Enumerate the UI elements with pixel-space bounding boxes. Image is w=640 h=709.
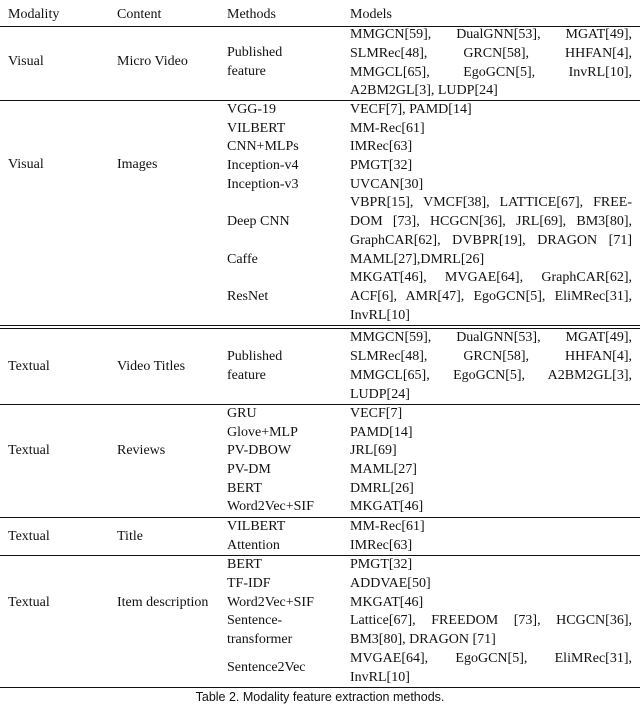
method-cell: feature xyxy=(227,368,266,383)
model-line: VBPR[15], VMCF[38], LATTICE[67], FREE- xyxy=(350,195,632,210)
method-cell: TF-IDF xyxy=(227,576,271,591)
model-line: Lattice[67], FREEDOM [73], HCGCN[36], xyxy=(350,613,632,628)
method-cell: Published xyxy=(227,349,283,364)
method-cell: BERT xyxy=(227,481,262,496)
content-cell: Video Titles xyxy=(117,359,186,374)
modality-cell: Textual xyxy=(8,595,50,610)
method-cell: Deep CNN xyxy=(227,214,290,229)
method-cell: Sentence2Vec xyxy=(227,660,306,675)
model-line: ACF[6], AMR[47], EgoGCN[5], EliMRec[31], xyxy=(350,289,632,304)
method-cell: Published xyxy=(227,45,283,60)
model-line: MAML[27],DMRL[26] xyxy=(350,252,485,267)
method-cell: VILBERT xyxy=(227,121,286,136)
model-line: PMGT[32] xyxy=(350,158,413,173)
method-cell: Inception-v4 xyxy=(227,158,299,173)
method-cell: PV-DM xyxy=(227,462,271,477)
method-cell: Caffe xyxy=(227,252,258,267)
model-line: SLMRec[48], GRCN[58], HHFAN[4], xyxy=(350,46,632,61)
modality-cell: Textual xyxy=(8,443,50,458)
modality-cell: Visual xyxy=(8,54,44,69)
model-line: MMGCN[59], DualGNN[53], MGAT[49], xyxy=(350,27,632,42)
method-cell: feature xyxy=(227,64,266,79)
model-line: SLMRec[48], GRCN[58], HHFAN[4], xyxy=(350,349,632,364)
section-rule xyxy=(0,100,640,101)
method-cell: Inception-v3 xyxy=(227,177,299,192)
modality-cell: Textual xyxy=(8,359,50,374)
method-cell: ResNet xyxy=(227,289,269,304)
method-cell: Word2Vec+SIF xyxy=(227,499,314,514)
method-cell: Attention xyxy=(227,538,280,553)
model-line: MAML[27] xyxy=(350,462,417,477)
model-line: InvRL[10] xyxy=(350,670,410,685)
content-cell: Images xyxy=(117,157,158,172)
model-line: MVGAE[64], EgoGCN[5], EliMRec[31], xyxy=(350,651,632,666)
method-cell: VGG-19 xyxy=(227,102,276,117)
model-line: InvRL[10] xyxy=(350,308,410,323)
content-cell: Reviews xyxy=(117,443,166,458)
model-line: PAMD[14] xyxy=(350,425,413,440)
method-cell: BERT xyxy=(227,557,262,572)
header-methods: Methods xyxy=(227,7,276,22)
method-cell: PV-DBOW xyxy=(227,443,292,458)
model-line: MMGCN[59], DualGNN[53], MGAT[49], xyxy=(350,330,632,345)
model-line: MM-Rec[61] xyxy=(350,121,425,136)
method-cell: CNN+MLPs xyxy=(227,139,299,154)
content-cell: Micro Video xyxy=(117,54,188,69)
model-line: ADDVAE[50] xyxy=(350,576,431,591)
modality-cell: Visual xyxy=(8,157,44,172)
section-rule xyxy=(0,404,640,405)
model-line: UVCAN[30] xyxy=(350,177,424,192)
header-modality: Modality xyxy=(8,7,60,22)
method-cell: GRU xyxy=(227,406,257,421)
model-line: DOM [73], HCGCN[36], JRL[69], BM3[80], xyxy=(350,214,632,229)
content-cell: Item description xyxy=(117,595,209,610)
section-rule xyxy=(0,517,640,518)
modality-cell: Textual xyxy=(8,529,50,544)
model-line: GraphCAR[62], DVBPR[19], DRAGON [71] xyxy=(350,233,632,248)
method-cell: VILBERT xyxy=(227,519,286,534)
model-line: LUDP[24] xyxy=(350,387,410,402)
model-line: MM-Rec[61] xyxy=(350,519,425,534)
model-line: A2BM2GL[3], LUDP[24] xyxy=(350,83,498,98)
model-line: BM3[80], DRAGON [71] xyxy=(350,632,496,647)
model-line: MKGAT[46], MVGAE[64], GraphCAR[62], xyxy=(350,270,632,285)
model-line: JRL[69] xyxy=(350,443,397,458)
model-line: VECF[7] xyxy=(350,406,403,421)
model-line: IMRec[63] xyxy=(350,139,413,154)
model-line: VECF[7], PAMD[14] xyxy=(350,102,472,117)
method-cell: Glove+MLP xyxy=(227,425,298,440)
method-cell: Word2Vec+SIF xyxy=(227,595,314,610)
method-cell: Sentence- xyxy=(227,613,283,628)
header-models: Models xyxy=(350,7,392,22)
method-cell: transformer xyxy=(227,632,293,647)
header-content: Content xyxy=(117,7,162,22)
table-bottom-rule xyxy=(0,687,640,688)
model-line: DMRL[26] xyxy=(350,481,414,496)
model-line: MKGAT[46] xyxy=(350,499,424,514)
model-line: MKGAT[46] xyxy=(350,595,424,610)
model-line: IMRec[63] xyxy=(350,538,413,553)
model-line: PMGT[32] xyxy=(350,557,413,572)
model-line: MMGCL[65], EgoGCN[5], A2BM2GL[3], xyxy=(350,368,632,383)
content-cell: Title xyxy=(117,529,143,544)
section-rule xyxy=(0,325,640,326)
section-rule xyxy=(0,555,640,556)
table-caption: Table 2. Modality feature extraction methods. xyxy=(195,690,445,704)
model-line: MMGCL[65], EgoGCN[5], InvRL[10], xyxy=(350,65,632,80)
